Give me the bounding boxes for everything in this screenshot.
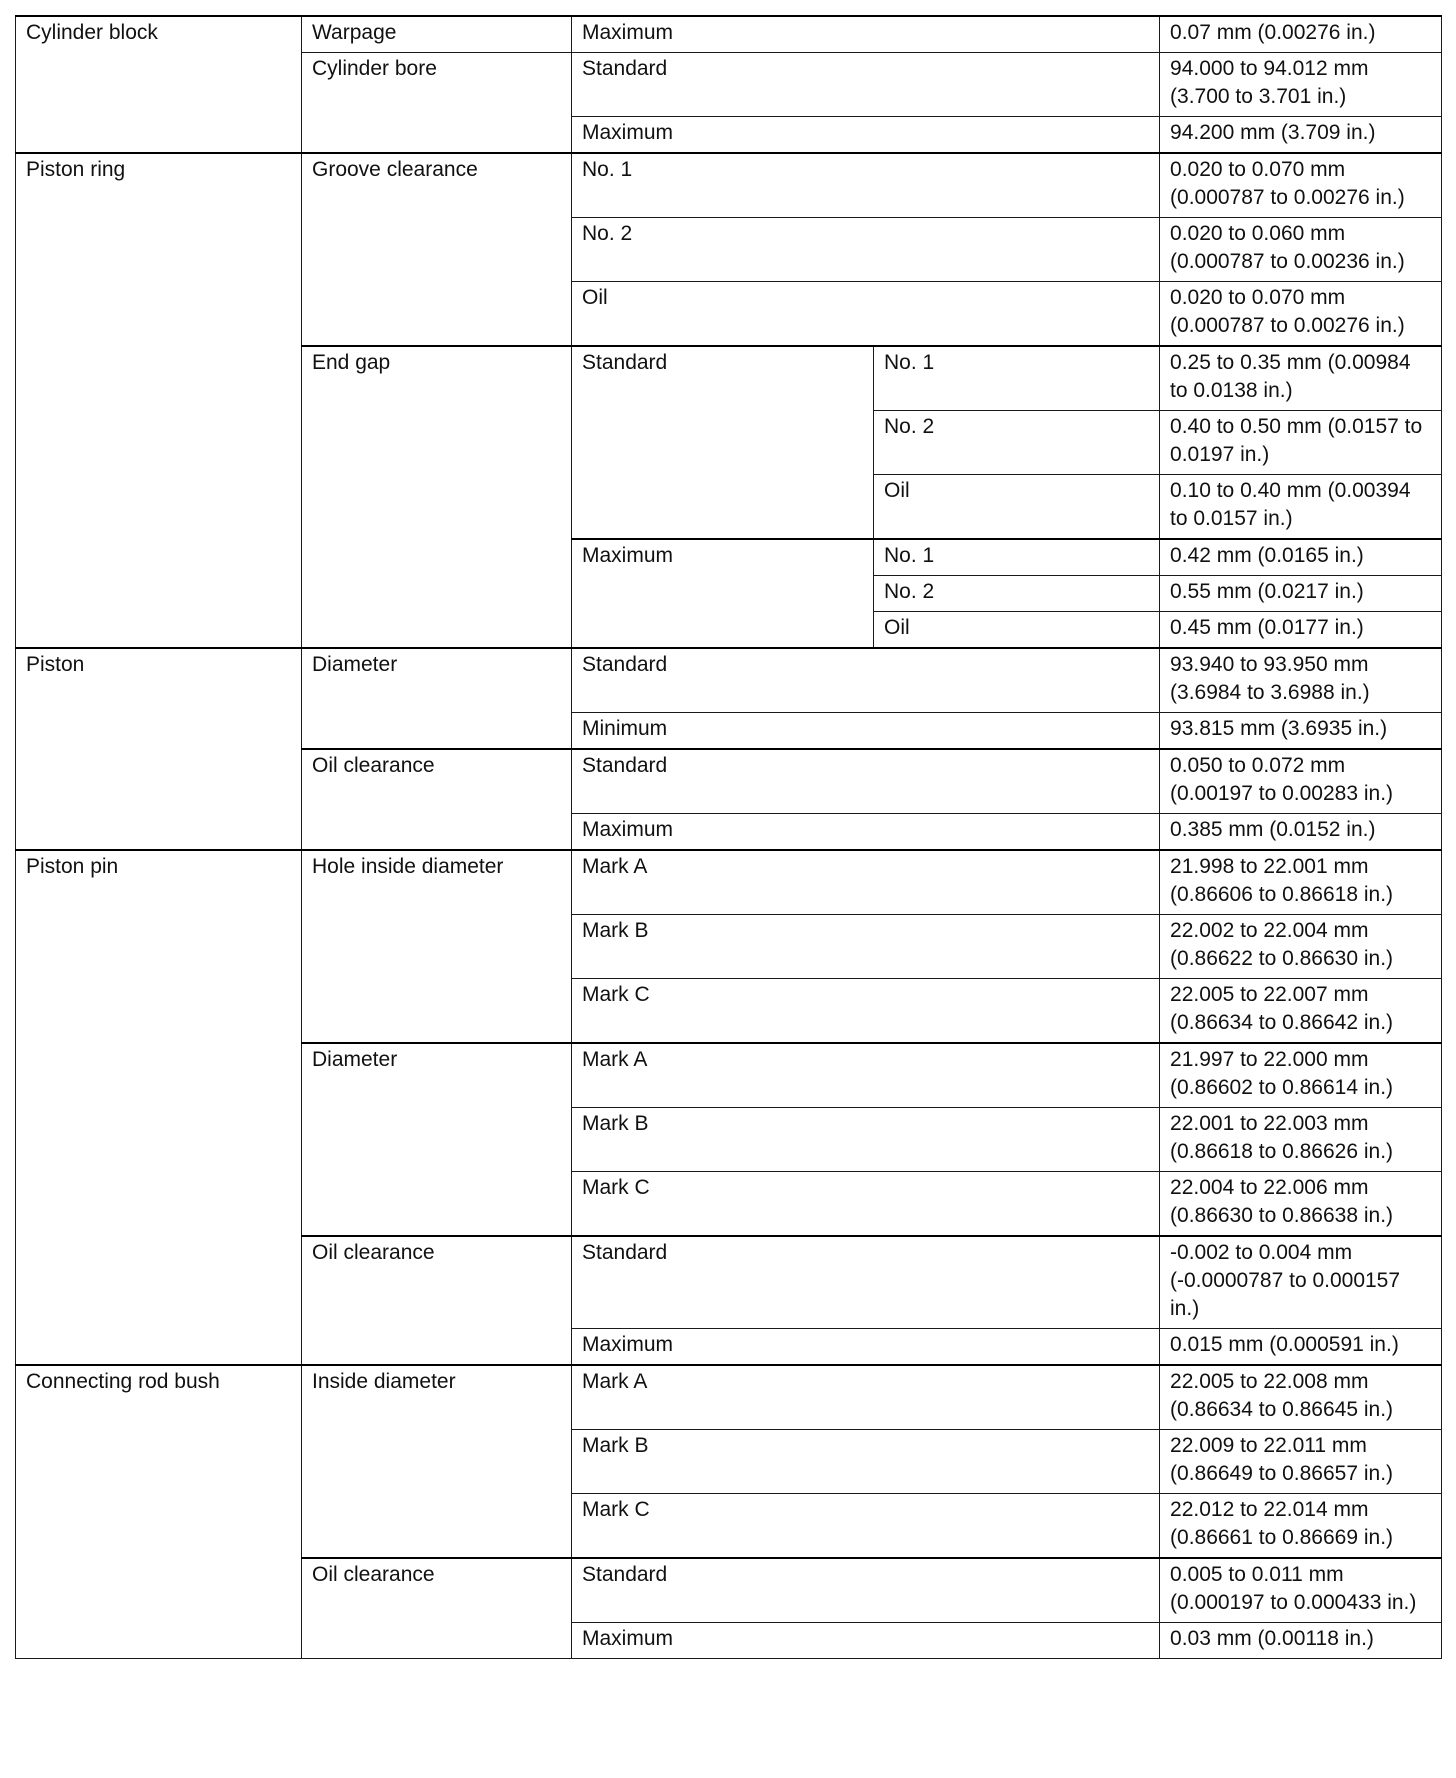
table-row <box>16 648 1442 713</box>
table-cell: 22.009 to 22.011 mm (0.86649 to 0.86657 in.) <box>1160 1430 1442 1494</box>
table-cell: 0.020 to 0.070 mm (0.000787 to 0.00276 in.) <box>1160 282 1442 347</box>
table-cell: No. 1 <box>874 346 1160 411</box>
table-row <box>16 16 1442 53</box>
table-cell: 0.015 mm (0.000591 in.) <box>1160 1329 1442 1366</box>
table-cell: Connecting rod bush <box>16 1365 302 1659</box>
table-cell: Standard <box>572 53 1160 117</box>
table-cell: Oil <box>874 612 1160 649</box>
table-cell: Standard <box>572 749 1160 814</box>
table-cell: Standard <box>572 1236 1160 1329</box>
table-cell: 0.42 mm (0.0165 in.) <box>1160 539 1442 576</box>
table-cell: Inside diameter <box>302 1365 572 1558</box>
table-cell: Piston ring <box>16 153 302 648</box>
table-cell: Mark B <box>572 1430 1160 1494</box>
table-cell: 0.03 mm (0.00118 in.) <box>1160 1623 1442 1659</box>
table-cell: Piston <box>16 648 302 850</box>
table-cell: 22.001 to 22.003 mm (0.86618 to 0.86626 in.) <box>1160 1108 1442 1172</box>
table-cell: Diameter <box>302 648 572 749</box>
table-cell: 22.005 to 22.008 mm (0.86634 to 0.86645 in.) <box>1160 1365 1442 1430</box>
table-cell: Oil clearance <box>302 1558 572 1659</box>
table-cell: 0.10 to 0.40 mm (0.00394 to 0.0157 in.) <box>1160 475 1442 540</box>
table-row <box>16 850 1442 915</box>
specification-table <box>15 15 1442 1659</box>
table-cell: Mark A <box>572 1365 1160 1430</box>
table-cell: No. 2 <box>572 218 1160 282</box>
table-cell: 0.55 mm (0.0217 in.) <box>1160 576 1442 612</box>
table-cell: 0.050 to 0.072 mm (0.00197 to 0.00283 in.) <box>1160 749 1442 814</box>
table-cell: Diameter <box>302 1043 572 1236</box>
table-cell: 21.997 to 22.000 mm (0.86602 to 0.86614 in.) <box>1160 1043 1442 1108</box>
table-cell: Maximum <box>572 814 1160 851</box>
table-cell: 21.998 to 22.001 mm (0.86606 to 0.86618 in.) <box>1160 850 1442 915</box>
table-cell: Mark B <box>572 915 1160 979</box>
table-cell: End gap <box>302 346 572 648</box>
table-cell: 94.000 to 94.012 mm (3.700 to 3.701 in.) <box>1160 53 1442 117</box>
table-cell: 0.40 to 0.50 mm (0.0157 to 0.0197 in.) <box>1160 411 1442 475</box>
table-cell: 0.45 mm (0.0177 in.) <box>1160 612 1442 649</box>
table-cell: Maximum <box>572 539 874 648</box>
table-cell: 94.200 mm (3.709 in.) <box>1160 117 1442 154</box>
table-cell: Standard <box>572 648 1160 713</box>
table-cell: 22.004 to 22.006 mm (0.86630 to 0.86638 in.) <box>1160 1172 1442 1237</box>
table-cell: 0.020 to 0.070 mm (0.000787 to 0.00276 in.) <box>1160 153 1442 218</box>
table-cell: 0.25 to 0.35 mm (0.00984 to 0.0138 in.) <box>1160 346 1442 411</box>
table-cell: Piston pin <box>16 850 302 1365</box>
table-row <box>16 1365 1442 1430</box>
table-cell: Cylinder block <box>16 16 302 153</box>
table-cell: Mark B <box>572 1108 1160 1172</box>
table-cell: No. 1 <box>572 153 1160 218</box>
table-cell: 93.815 mm (3.6935 in.) <box>1160 713 1442 750</box>
table-cell: Oil clearance <box>302 749 572 850</box>
table-cell: 22.012 to 22.014 mm (0.86661 to 0.86669 in.) <box>1160 1494 1442 1559</box>
table-cell: 0.020 to 0.060 mm (0.000787 to 0.00236 in.) <box>1160 218 1442 282</box>
table-cell: Mark A <box>572 1043 1160 1108</box>
table-cell: 93.940 to 93.950 mm (3.6984 to 3.6988 in.) <box>1160 648 1442 713</box>
table-cell: Minimum <box>572 713 1160 750</box>
table-cell: Oil <box>572 282 1160 347</box>
table-cell: 0.005 to 0.011 mm (0.000197 to 0.000433 in.) <box>1160 1558 1442 1623</box>
table-cell: Mark C <box>572 979 1160 1044</box>
table-cell: No. 2 <box>874 576 1160 612</box>
table-cell: Oil clearance <box>302 1236 572 1365</box>
table-row <box>16 153 1442 218</box>
table-cell: 22.005 to 22.007 mm (0.86634 to 0.86642 in.) <box>1160 979 1442 1044</box>
table-cell: Maximum <box>572 16 1160 53</box>
table-cell: Mark A <box>572 850 1160 915</box>
table-cell: 22.002 to 22.004 mm (0.86622 to 0.86630 in.) <box>1160 915 1442 979</box>
table-cell: Hole inside diameter <box>302 850 572 1043</box>
specification-table-body <box>16 16 1442 1659</box>
table-cell: Mark C <box>572 1172 1160 1237</box>
table-cell: -0.002 to 0.004 mm (-0.0000787 to 0.000157 in.) <box>1160 1236 1442 1329</box>
table-cell: Mark C <box>572 1494 1160 1559</box>
table-cell: Maximum <box>572 1623 1160 1659</box>
table-cell: Oil <box>874 475 1160 540</box>
table-cell: Standard <box>572 1558 1160 1623</box>
table-cell: Cylinder bore <box>302 53 572 154</box>
table-cell: No. 1 <box>874 539 1160 576</box>
table-cell: 0.07 mm (0.00276 in.) <box>1160 16 1442 53</box>
table-cell: Groove clearance <box>302 153 572 346</box>
table-cell: 0.385 mm (0.0152 in.) <box>1160 814 1442 851</box>
table-cell: Maximum <box>572 1329 1160 1366</box>
table-cell: Warpage <box>302 16 572 53</box>
table-cell: Standard <box>572 346 874 539</box>
table-cell: Maximum <box>572 117 1160 154</box>
table-cell: No. 2 <box>874 411 1160 475</box>
